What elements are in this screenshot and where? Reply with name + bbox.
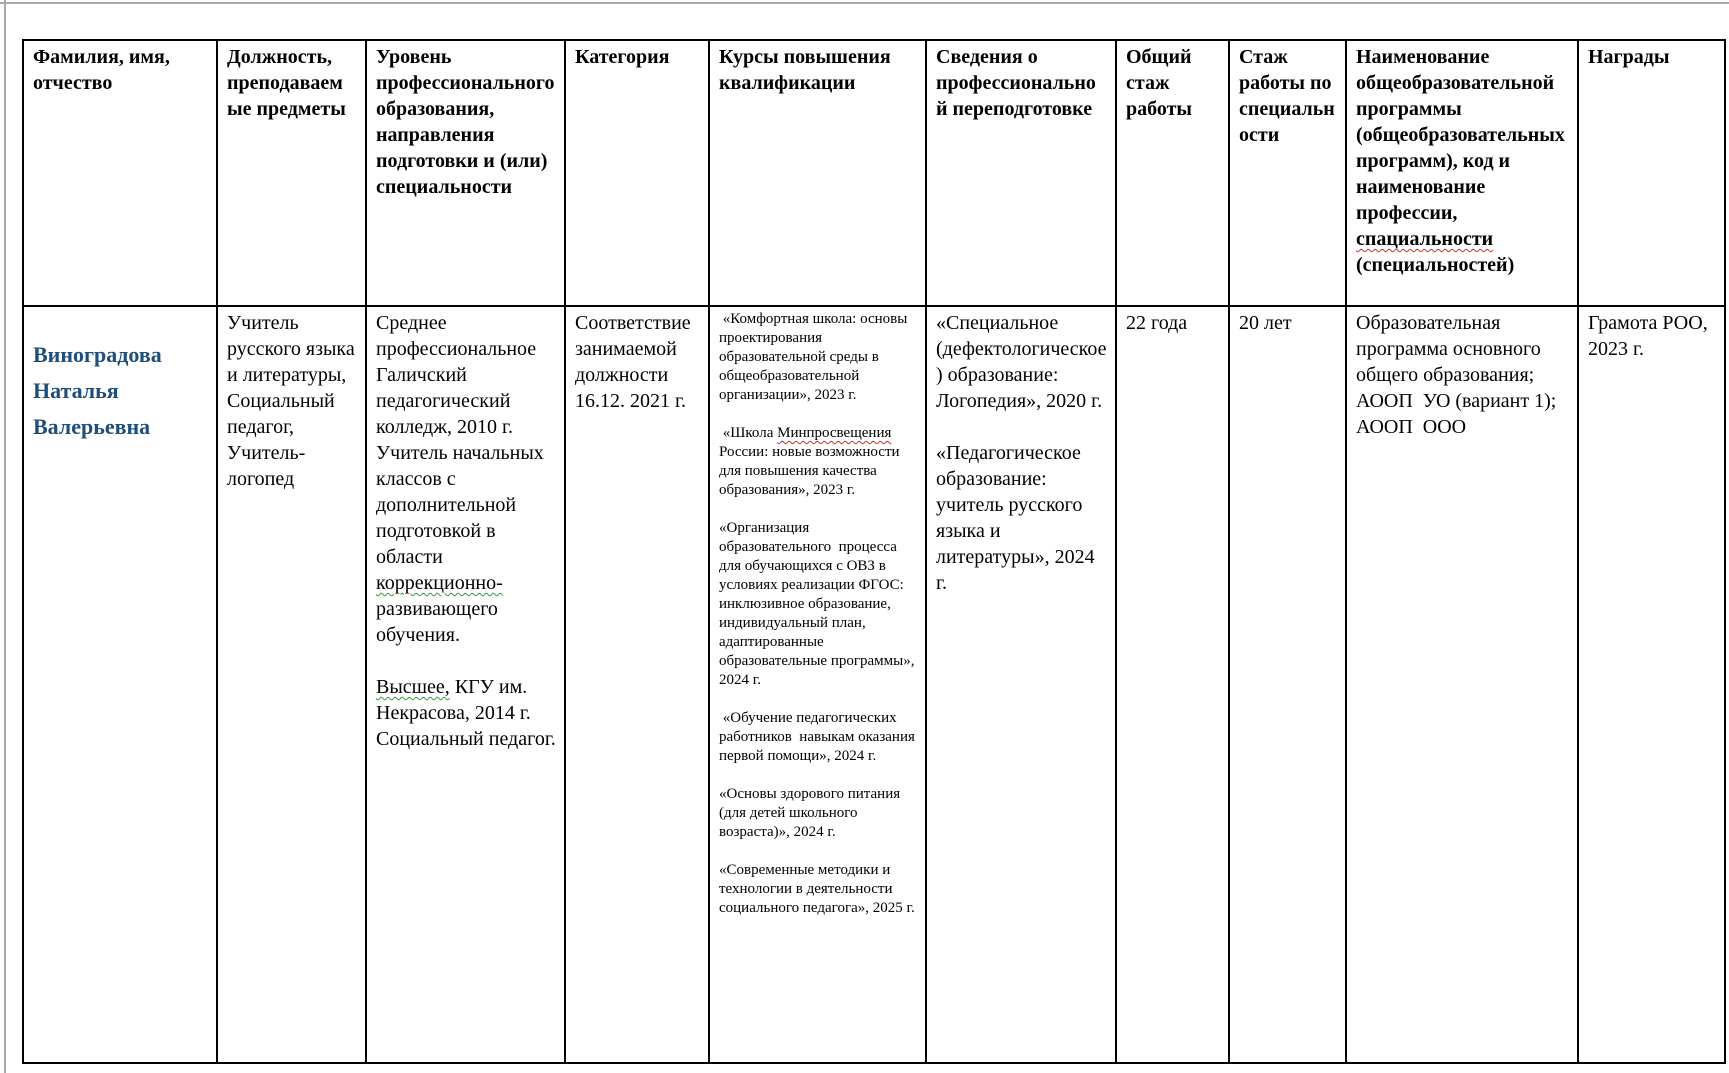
- header-cell-obrazovanie: [366, 40, 565, 306]
- paragraph: [33, 44, 208, 96]
- paragraph: [936, 310, 1107, 414]
- header-cell-nagrady: [1578, 40, 1725, 306]
- header-row: [23, 40, 1725, 306]
- paragraph: [719, 44, 917, 96]
- text-segment: (специальностей): [1356, 228, 1515, 276]
- text-segment: Образовательная программа основного общего образования;: [1356, 312, 1546, 386]
- paragraph: [936, 440, 1107, 596]
- paragraph: [1126, 310, 1220, 336]
- paragraph: [719, 405, 917, 424]
- table-row: [23, 306, 1725, 1063]
- cell-dolzhnost: [217, 306, 366, 1063]
- text-spell-marked: Минпросвещения: [777, 425, 892, 441]
- paragraph: [1356, 388, 1569, 414]
- paragraph: [719, 861, 917, 918]
- paragraph: [1126, 44, 1220, 122]
- table-body: [23, 306, 1725, 1063]
- text-segment: Галичский педагогический колледж, 2010 г. Учитель начальных классов с дополнительной подготовкой в области: [376, 364, 549, 568]
- text-spell-marked: спациальности: [1356, 228, 1494, 250]
- page-edge-left: [4, 0, 6, 1073]
- text-segment: Уровень профессионального образования, направления подготовки и (или) специальности: [376, 46, 560, 198]
- text-segment: Учитель русского языка и литературы, Социальный педагог, Учитель-логопед: [227, 312, 360, 490]
- table-header: [23, 40, 1725, 306]
- text-segment: «Современные методики и технологии в деятельности социального педагога», 2025 г.: [719, 862, 915, 916]
- text-segment: Должность, преподаваемые предметы: [227, 46, 346, 120]
- header-cell-programma: [1346, 40, 1578, 306]
- text-segment: России: новые возможности для повышения качества образования», 2023 г.: [719, 425, 904, 498]
- text-segment: АООП ООО: [1356, 416, 1467, 438]
- paragraph: [227, 310, 360, 492]
- paragraph: [1588, 310, 1716, 362]
- text-segment: развивающего обучения.: [376, 598, 503, 646]
- paragraph: [1356, 44, 1569, 278]
- header-cell-kursy: [709, 40, 926, 306]
- paragraph: [1239, 44, 1337, 148]
- paragraph: [1356, 414, 1569, 440]
- paragraph: [719, 785, 917, 842]
- paragraph: [376, 674, 556, 752]
- paragraph: [719, 842, 917, 861]
- paragraph: [936, 44, 1107, 122]
- paragraph: [376, 310, 556, 362]
- text-segment: АООП УО (вариант 1);: [1356, 390, 1557, 412]
- text-segment: Стаж работы по специальности: [1239, 46, 1337, 146]
- paragraph: [719, 500, 917, 519]
- text-segment: Курсы повышения квалификации: [719, 46, 896, 94]
- paragraph: [1356, 310, 1569, 388]
- text-segment: Общий стаж работы: [1126, 46, 1197, 120]
- text-segment: «Специальное (дефектологическое) образование: Логопедия», 2020 г.: [936, 312, 1107, 412]
- cell-kategoriya: [565, 306, 709, 1063]
- text-segment: Соответствие занимаемой должности 16.12. 2021 г.: [575, 312, 696, 412]
- header-cell-fio: [23, 40, 217, 306]
- paragraph: [1239, 310, 1337, 336]
- text-segment: Фамилия, имя, отчество: [33, 46, 175, 94]
- paragraph: [1588, 44, 1716, 70]
- text-segment: Грамота РОО, 2023 г.: [1588, 312, 1713, 360]
- cell-fio: [23, 306, 217, 1063]
- text-segment: «Организация образовательного процесса для обучающихся с ОВЗ в условиях реализации ФГОС: инклюзивное образование, индивидуальный план, адаптированные образовательные программы», 2024 г.: [719, 520, 919, 688]
- cell-stazh_spec: [1229, 306, 1346, 1063]
- paragraph: [376, 362, 556, 648]
- header-cell-obshchiy_stazh: [1116, 40, 1229, 306]
- text-segment: «Педагогическое образование: учитель русского языка и литературы», 2024 г.: [936, 442, 1100, 594]
- header-cell-kategoriya: [565, 40, 709, 306]
- text-segment: Виноградова Наталья Валерьевна: [33, 342, 168, 439]
- paragraph: [719, 424, 917, 500]
- cell-nagrady: [1578, 306, 1725, 1063]
- cell-programma: [1346, 306, 1578, 1063]
- paragraph: [719, 709, 917, 766]
- paragraph: [376, 648, 556, 674]
- header-cell-perepodgotovka: [926, 40, 1116, 306]
- paragraph: [719, 310, 917, 405]
- paragraph: [719, 766, 917, 785]
- paragraph: [575, 44, 700, 70]
- cell-kursy: [709, 306, 926, 1063]
- text-segment: «Обучение педагогических работников навыкам оказания первой помощи», 2024 г.: [719, 710, 919, 764]
- paragraph: [575, 310, 700, 414]
- teacher-info-table: [22, 39, 1726, 1064]
- text-segment: Среднее профессиональное: [376, 312, 537, 360]
- header-cell-stazh_spec: [1229, 40, 1346, 306]
- cell-perepodgotovka: [926, 306, 1116, 1063]
- text-segment: Наименование общеобразовательной программы (общеобразовательных программ), код и наименование профессии,: [1356, 46, 1570, 224]
- paragraph: [936, 414, 1107, 440]
- text-segment: 20 лет: [1239, 312, 1292, 334]
- text-segment: «Школа: [719, 425, 778, 441]
- page-edge-top: [0, 2, 1729, 4]
- cell-obrazovanie: [366, 306, 565, 1063]
- text-grammar-marked: Высшее,: [376, 676, 450, 698]
- paragraph: [719, 519, 917, 690]
- text-segment: 22 года: [1126, 312, 1188, 334]
- paragraph: [33, 337, 208, 445]
- text-segment: Награды: [1588, 46, 1670, 68]
- text-segment: Сведения о профессиональной переподготовке: [936, 46, 1096, 120]
- text-segment: «Комфортная школа: основы проектирования образовательной среды в общеобразовательной организации», 2023 г.: [719, 311, 912, 403]
- text-segment: «Основы здорового питания (для детей школьного возраста)», 2024 г.: [719, 786, 904, 840]
- cell-obshchiy_stazh: [1116, 306, 1229, 1063]
- paragraph: [227, 44, 357, 122]
- paragraph: [376, 44, 560, 200]
- header-cell-dolzhnost: [217, 40, 366, 306]
- text-grammar-marked: коррекционно-: [376, 572, 503, 594]
- paragraph: [719, 690, 917, 709]
- text-segment: КГУ им. Некрасова, 2014 г. Социальный педагог.: [376, 676, 556, 750]
- text-segment: Категория: [575, 46, 670, 68]
